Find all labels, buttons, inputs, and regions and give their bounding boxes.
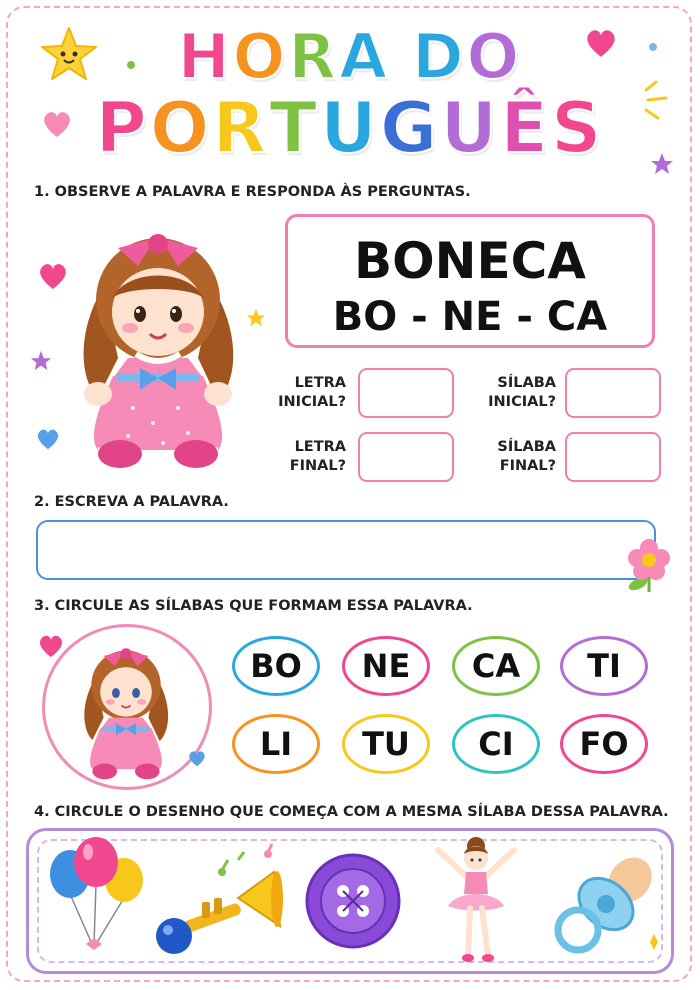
answer-silaba-inicial[interactable]: [565, 368, 661, 418]
label-silaba-final: SÍLABA FINAL?: [497, 439, 556, 474]
heart-icon: [36, 428, 60, 450]
balloons-icon[interactable]: [44, 836, 144, 964]
ballerina-icon[interactable]: [428, 834, 524, 966]
syllable-option[interactable]: CA: [452, 636, 540, 696]
heart-icon: [188, 750, 206, 767]
question-4: 4. CIRCULE O DESENHO QUE COMEÇA COM A MESMA SÍLABA DESSA PALAVRA.: [34, 804, 669, 820]
syllable-option[interactable]: FO: [560, 714, 648, 774]
word-box: [285, 214, 655, 348]
write-word-field[interactable]: [36, 520, 656, 580]
question-1: 1. OBSERVE A PALAVRA E RESPONDA ÀS PERGUNTAS.: [34, 184, 471, 200]
word-full: BONECA: [353, 232, 586, 290]
heart-icon: [38, 634, 64, 658]
heart-icon: [38, 262, 68, 290]
flower-icon: [624, 538, 674, 594]
syllable-option[interactable]: CI: [452, 714, 540, 774]
syllable-option[interactable]: BO: [232, 636, 320, 696]
label-letra-inicial: LETRA INICIAL?: [278, 375, 346, 410]
page-title-line2: PORTUGUÊS: [95, 87, 605, 169]
word-syllables: BO - NE - CA: [332, 294, 608, 340]
label-silaba-inicial: SÍLABA INICIAL?: [488, 375, 556, 410]
star-icon: [246, 308, 266, 328]
answer-letra-inicial[interactable]: [358, 368, 454, 418]
answer-silaba-final[interactable]: [565, 432, 661, 482]
syllable-option[interactable]: TU: [342, 714, 430, 774]
doll-illustration-small: [70, 632, 182, 782]
star-icon: [30, 350, 52, 372]
answer-letra-final[interactable]: [358, 432, 454, 482]
question-3: 3. CIRCULE AS SÍLABAS QUE FORMAM ESSA PALAVRA.: [34, 598, 473, 614]
doll-illustration: [58, 208, 258, 470]
syllable-option[interactable]: NE: [342, 636, 430, 696]
syllable-option[interactable]: TI: [560, 636, 648, 696]
trumpet-icon[interactable]: [152, 842, 282, 960]
label-letra-final: LETRA FINAL?: [289, 439, 346, 474]
button-icon[interactable]: [304, 852, 402, 950]
question-2: 2. ESCREVA A PALAVRA.: [34, 494, 229, 510]
page-title-line1: HORA DO: [177, 20, 523, 93]
syllable-option[interactable]: LI: [232, 714, 320, 774]
pacifier-icon[interactable]: [550, 846, 660, 956]
